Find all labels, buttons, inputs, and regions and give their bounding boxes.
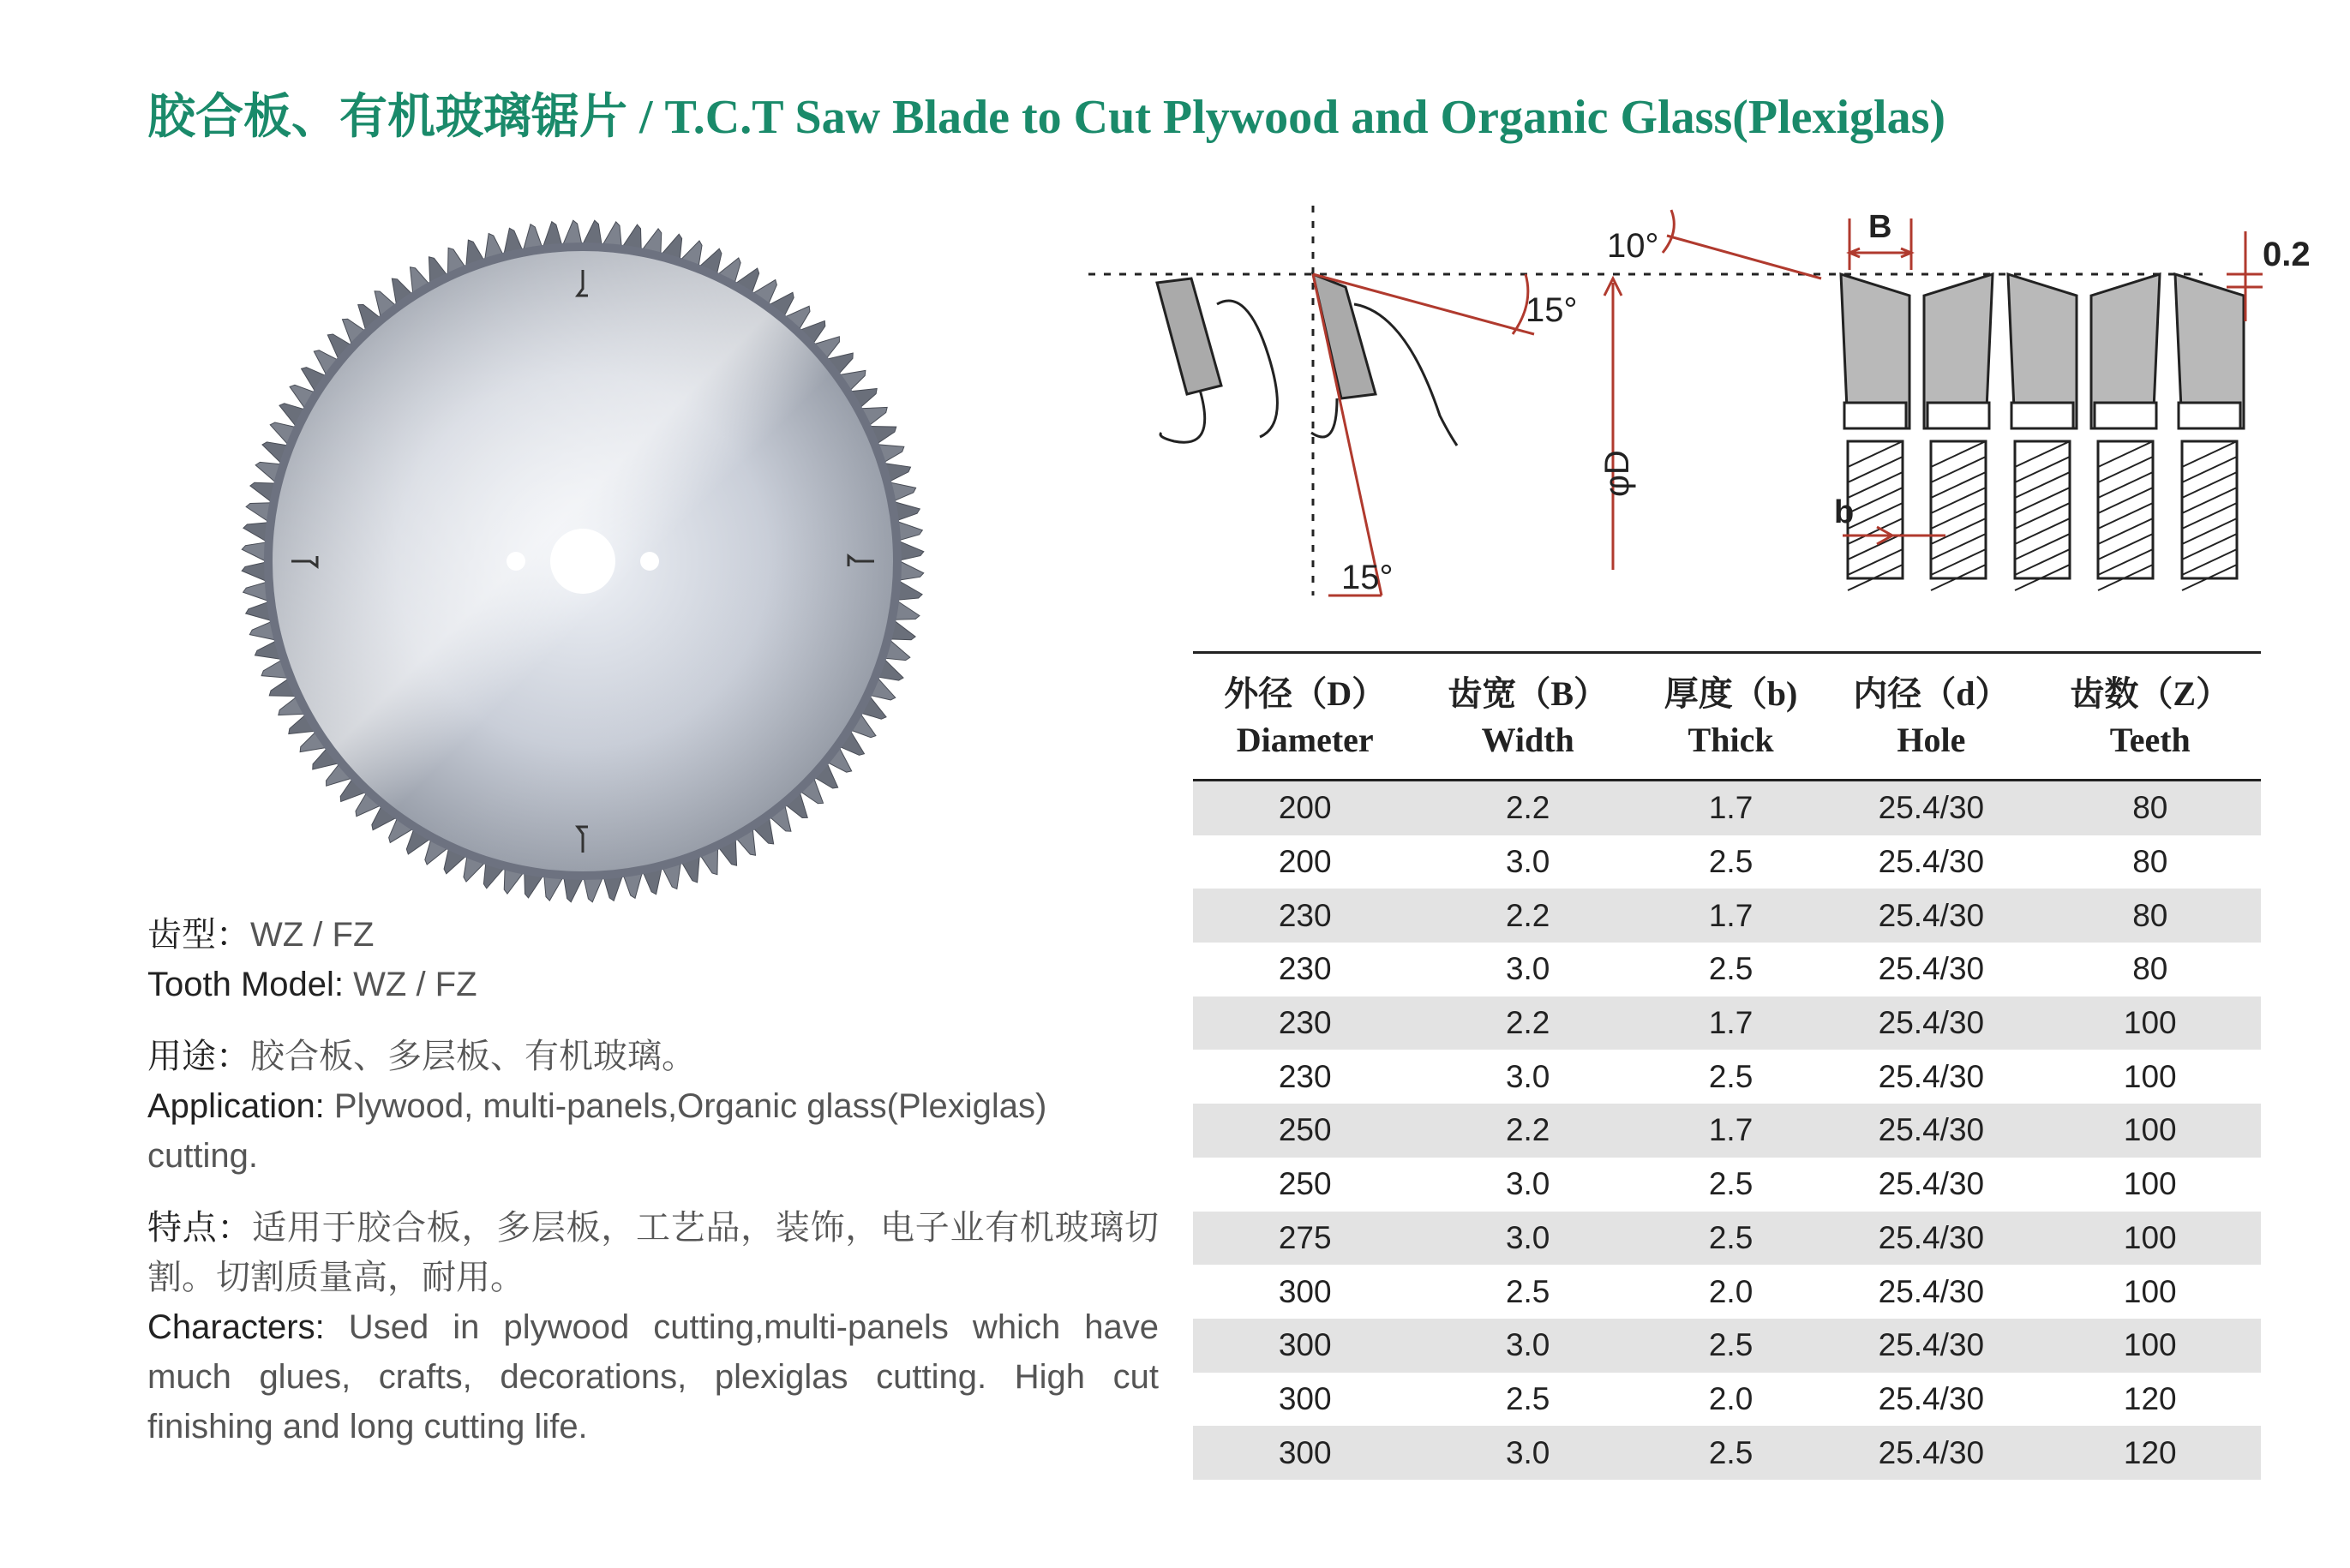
table-row (1193, 835, 2261, 889)
blade-tooth (563, 220, 582, 245)
cell-diameter: 300 (1193, 1319, 1417, 1373)
cell-thick: 2.5 (1639, 943, 1823, 996)
blade-tooth (897, 522, 922, 541)
angle-label-top: 15° (1526, 291, 1578, 329)
characters-cn-value: 适用于胶合板，多层板，工艺品，装饰，电子业有机玻璃切割。切割质量高，耐用。 (147, 1208, 1160, 1297)
pin-hole-right (640, 552, 659, 571)
blade-tooth (564, 877, 583, 901)
header-hole-cn: 内径（d） (1853, 674, 2010, 713)
table-row (1193, 781, 2261, 835)
tooth-cross-sections (1841, 274, 2244, 590)
thickness-label: b (1834, 494, 1855, 530)
cell-thick: 2.5 (1639, 1212, 1823, 1266)
tooth-model-en-value: WZ / FZ (344, 966, 477, 1003)
cell-hole: 25.4/30 (1823, 1104, 2039, 1158)
cell-diameter: 300 (1193, 1373, 1417, 1427)
cell-thick: 1.7 (1639, 996, 1823, 1050)
cell-diameter: 230 (1193, 943, 1417, 996)
application-cn-value: 胶合板、多层板、有机玻璃。 (250, 1037, 696, 1076)
clearance-label: 0.2 (2263, 236, 2311, 273)
header-teeth-cn: 齿数（Z） (2070, 674, 2231, 713)
blade-tooth (899, 561, 923, 580)
table-row (1193, 1426, 2261, 1480)
cell-hole: 25.4/30 (1823, 1265, 2039, 1319)
blade-tooth (603, 876, 622, 901)
cell-thick: 2.5 (1639, 1426, 1823, 1480)
cell-teeth: 100 (2040, 1265, 2261, 1319)
cell-teeth: 100 (2040, 1104, 2261, 1158)
table-row (1193, 889, 2261, 943)
angle-dimension-lines (1313, 210, 1821, 595)
tooth-section (1841, 274, 1909, 590)
cell-hole: 25.4/30 (1823, 943, 2039, 996)
header-hole-en: Hole (1897, 721, 1966, 759)
characters-en-value: Used in plywood cutting,multi-panels which have much glues, crafts, decorations, plexiglas cutting. High cut finishing and long cutting life. (147, 1308, 1159, 1445)
cell-width: 2.5 (1417, 1373, 1638, 1427)
blade-tooth (243, 582, 268, 601)
cell-width: 2.2 (1417, 889, 1638, 943)
cell-hole: 25.4/30 (1823, 781, 2039, 835)
cell-thick: 2.0 (1639, 1373, 1823, 1427)
header-diameter-cn: 外径（D） (1224, 674, 1387, 713)
header-diameter (1193, 653, 1417, 781)
cell-hole: 25.4/30 (1823, 1319, 2039, 1373)
diameter-label: φD (1598, 450, 1636, 497)
cell-thick: 2.5 (1639, 1158, 1823, 1212)
spec-table (1193, 651, 2261, 1480)
cell-teeth: 100 (2040, 996, 2261, 1050)
header-hole (1823, 653, 2039, 781)
table-header-row (1193, 653, 2261, 781)
cell-thick: 2.5 (1639, 1319, 1823, 1373)
cell-teeth: 120 (2040, 1373, 2261, 1427)
cell-teeth: 80 (2040, 889, 2261, 943)
cell-teeth: 100 (2040, 1212, 2261, 1266)
cell-diameter: 230 (1193, 889, 1417, 943)
angle-label-rake: 10° (1607, 227, 1659, 265)
cell-diameter: 275 (1193, 1212, 1417, 1266)
cell-diameter: 200 (1193, 781, 1417, 835)
header-thick (1639, 653, 1823, 781)
header-diameter-en: Diameter (1236, 721, 1374, 759)
cell-hole: 25.4/30 (1823, 835, 2039, 889)
cell-teeth: 80 (2040, 943, 2261, 996)
application-en-value: Plywood, multi-panels,Organic glass(Plexiglas) cutting. (147, 1087, 1047, 1175)
header-width-cn: 齿宽（B） (1448, 674, 1609, 713)
blade-tooth (242, 562, 267, 581)
cell-teeth: 80 (2040, 835, 2261, 889)
header-width-en: Width (1481, 721, 1574, 759)
cell-teeth: 100 (2040, 1158, 2261, 1212)
cell-hole: 25.4/30 (1823, 1426, 2039, 1480)
characters-en-label: Characters: (147, 1308, 325, 1346)
cell-width: 2.5 (1417, 1265, 1638, 1319)
cell-width: 3.0 (1417, 1212, 1638, 1266)
tooth-model-cn-value: WZ / FZ (250, 916, 375, 954)
tooth-profile-left (1157, 278, 1277, 442)
header-teeth (2040, 653, 2261, 781)
specs-text (147, 910, 1159, 1474)
cell-diameter: 250 (1193, 1158, 1417, 1212)
application-en-label: Application: (147, 1087, 325, 1125)
blade-tooth (583, 220, 602, 244)
table-row (1193, 1373, 2261, 1427)
cell-hole: 25.4/30 (1823, 1158, 2039, 1212)
cell-thick: 2.0 (1639, 1265, 1823, 1319)
cell-hole: 25.4/30 (1823, 1212, 2039, 1266)
cell-teeth: 100 (2040, 1050, 2261, 1104)
cell-diameter: 230 (1193, 1050, 1417, 1104)
cell-diameter: 230 (1193, 996, 1417, 1050)
table-row (1193, 1265, 2261, 1319)
cell-teeth: 100 (2040, 1319, 2261, 1373)
arbor-hole (550, 529, 615, 594)
tooth-section (1924, 274, 1993, 590)
cell-width: 3.0 (1417, 1158, 1638, 1212)
characters-block (147, 1203, 1159, 1451)
blade-tooth (544, 876, 563, 901)
cell-diameter: 200 (1193, 835, 1417, 889)
header-width (1417, 653, 1638, 781)
table-row (1193, 1104, 2261, 1158)
table-row (1193, 943, 2261, 996)
tooth-section (2008, 274, 2077, 590)
tooth-model-cn-label: 齿型： (147, 915, 250, 955)
cell-teeth: 120 (2040, 1426, 2261, 1480)
header-thick-cn: 厚度（b) (1664, 674, 1798, 713)
cell-hole: 25.4/30 (1823, 1050, 2039, 1104)
cell-hole: 25.4/30 (1823, 996, 2039, 1050)
table-row (1193, 1050, 2261, 1104)
cell-width: 3.0 (1417, 943, 1638, 996)
page-title: 胶合板、有机玻璃锯片 / T.C.T Saw Blade to Cut Plywood and Organic Glass(Plexiglas) (147, 91, 1946, 144)
cell-thick: 1.7 (1639, 1104, 1823, 1158)
header-thick-en: Thick (1688, 721, 1774, 759)
cell-width: 3.0 (1417, 1319, 1638, 1373)
blade-tooth (543, 222, 562, 247)
blade-tooth (899, 542, 924, 560)
table-row (1193, 1212, 2261, 1266)
cell-thick: 1.7 (1639, 889, 1823, 943)
application-cn-label: 用途： (147, 1037, 250, 1076)
angle-label-bottom: 15° (1341, 559, 1394, 596)
cell-thick: 2.5 (1639, 1050, 1823, 1104)
cell-diameter: 300 (1193, 1426, 1417, 1480)
tooth-model-en-label: Tooth Model: (147, 966, 345, 1003)
tooth-section (2091, 274, 2160, 590)
saw-blade-image (240, 218, 926, 904)
blade-tooth (897, 581, 922, 600)
cell-width: 2.2 (1417, 996, 1638, 1050)
cell-width: 3.0 (1417, 1050, 1638, 1104)
cell-width: 3.0 (1417, 835, 1638, 889)
cell-hole: 25.4/30 (1823, 1373, 2039, 1427)
blade-tooth (602, 222, 621, 247)
cell-width: 3.0 (1417, 1426, 1638, 1480)
tooth-model-block (147, 910, 1159, 1009)
table-row (1193, 1319, 2261, 1373)
cell-width: 2.2 (1417, 781, 1638, 835)
cell-width: 2.2 (1417, 1104, 1638, 1158)
blade-tooth (243, 523, 268, 542)
header-teeth-en: Teeth (2109, 721, 2191, 759)
characters-cn-label: 特点： (147, 1208, 253, 1248)
blade-tooth (584, 877, 602, 902)
blade-tooth (242, 542, 266, 561)
application-block (147, 1032, 1159, 1181)
cell-thick: 2.5 (1639, 835, 1823, 889)
width-label: B (1868, 209, 1892, 245)
tooth-section (2175, 274, 2244, 590)
cell-diameter: 250 (1193, 1104, 1417, 1158)
table-row (1193, 1158, 2261, 1212)
table-row (1193, 996, 2261, 1050)
cell-hole: 25.4/30 (1823, 889, 2039, 943)
tooth-profile-diagram (1080, 193, 2314, 621)
cell-diameter: 300 (1193, 1265, 1417, 1319)
cell-thick: 1.7 (1639, 781, 1823, 835)
pin-hole-left (507, 552, 525, 571)
cell-teeth: 80 (2040, 781, 2261, 835)
tooth-profile-center (1311, 274, 1457, 446)
table-body (1193, 781, 2261, 1480)
